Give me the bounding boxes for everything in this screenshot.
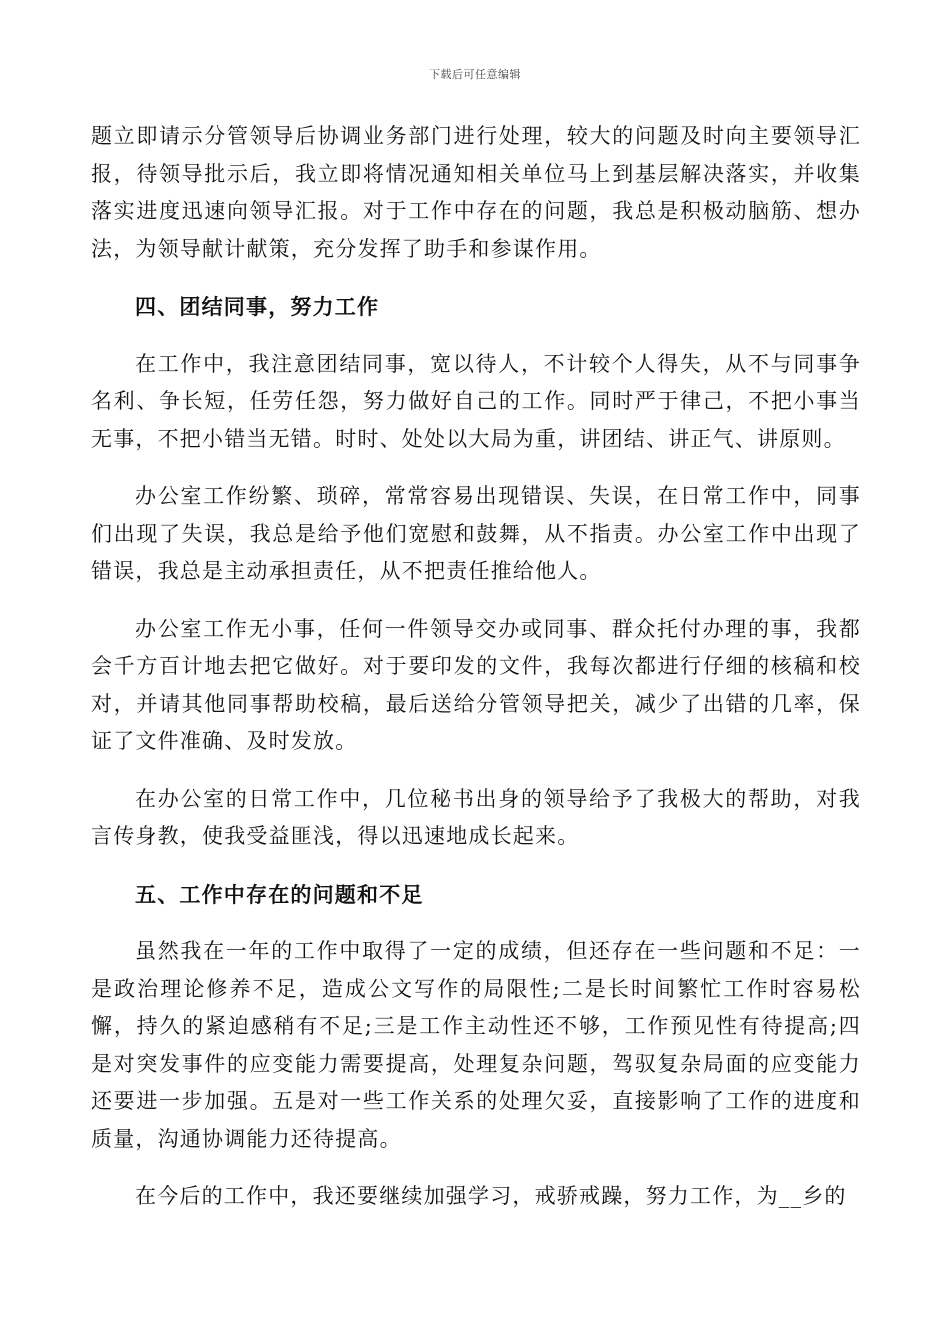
document-body [91,118,861,1216]
page-header-note: 下载后可任意编辑 [429,68,521,81]
section-heading-5: 五、工作中存在的问题和不足 [135,881,424,907]
paragraph-future: 在今后的工作中，我还要继续加强学习，戒骄戒躁，努力工作，为__乡的 [135,1184,847,1208]
section-heading-4: 四、团结同事，努力工作 [135,294,380,319]
paragraph-continued: 题立即请示分管领导后协调业务部门进行处理，较大的问题及时向主要领导汇报，待领导批示后，我立即将情况通知相关单位马上到基层解决落实，并收集落实进度迅速向领导汇报。对于工作中存在的问题，我总是积极动脑筋、想办法，为领导献计献策，充分发挥了助手和参谋作用。 [91,124,861,261]
paragraph-office-errors: 办公室工作纷繁、琐碎，常常容易出现错误、失误，在日常工作中，同事们出现了失误，我总是给予他们宽慰和鼓舞，从不指责。办公室工作中出现了错误，我总是主动承担责任，从不把责任推给他人。 [91,484,861,583]
paragraph-mentorship: 在办公室的日常工作中，几位秘书出身的领导给予了我极大的帮助，对我言传身教，使我受益匪浅，得以迅速地成长起来。 [91,786,861,848]
paragraph-shortcomings: 虽然我在一年的工作中取得了一定的成绩，但还存在一些问题和不足：一是政治理论修养不足，造成公文写作的局限性;二是长时间繁忙工作时容易松懈，持久的紧迫感稍有不足;三是工作主动性还不够，工作预见性有待提高;四是对突发事件的应变能力需要提高，处理复杂问题，驾驭复杂局面的应变能力还要进一步加强。五是对一些工作关系的处理欠妥，直接影响了工作的进度和质量，沟通协调能力还待提高。 [91,939,861,1151]
paragraph-office-tasks: 办公室工作无小事，任何一件领导交办或同事、群众托付办理的事，我都会千方百计地去把它做好。对于要印发的文件，我每次都进行仔细的核稿和校对，并请其他同事帮助校稿，最后送给分管领导把关，减少了出错的几率，保证了文件准确、及时发放。 [91,616,861,753]
paragraph-teamwork: 在工作中，我注意团结同事，宽以待人，不计较个人得失，从不与同事争名利、争长短，任劳任怨，努力做好自己的工作。同时严于律己，不把小事当无事，不把小错当无错。时时、处处以大局为重，讲团结、讲正气、讲原则。 [91,351,861,451]
